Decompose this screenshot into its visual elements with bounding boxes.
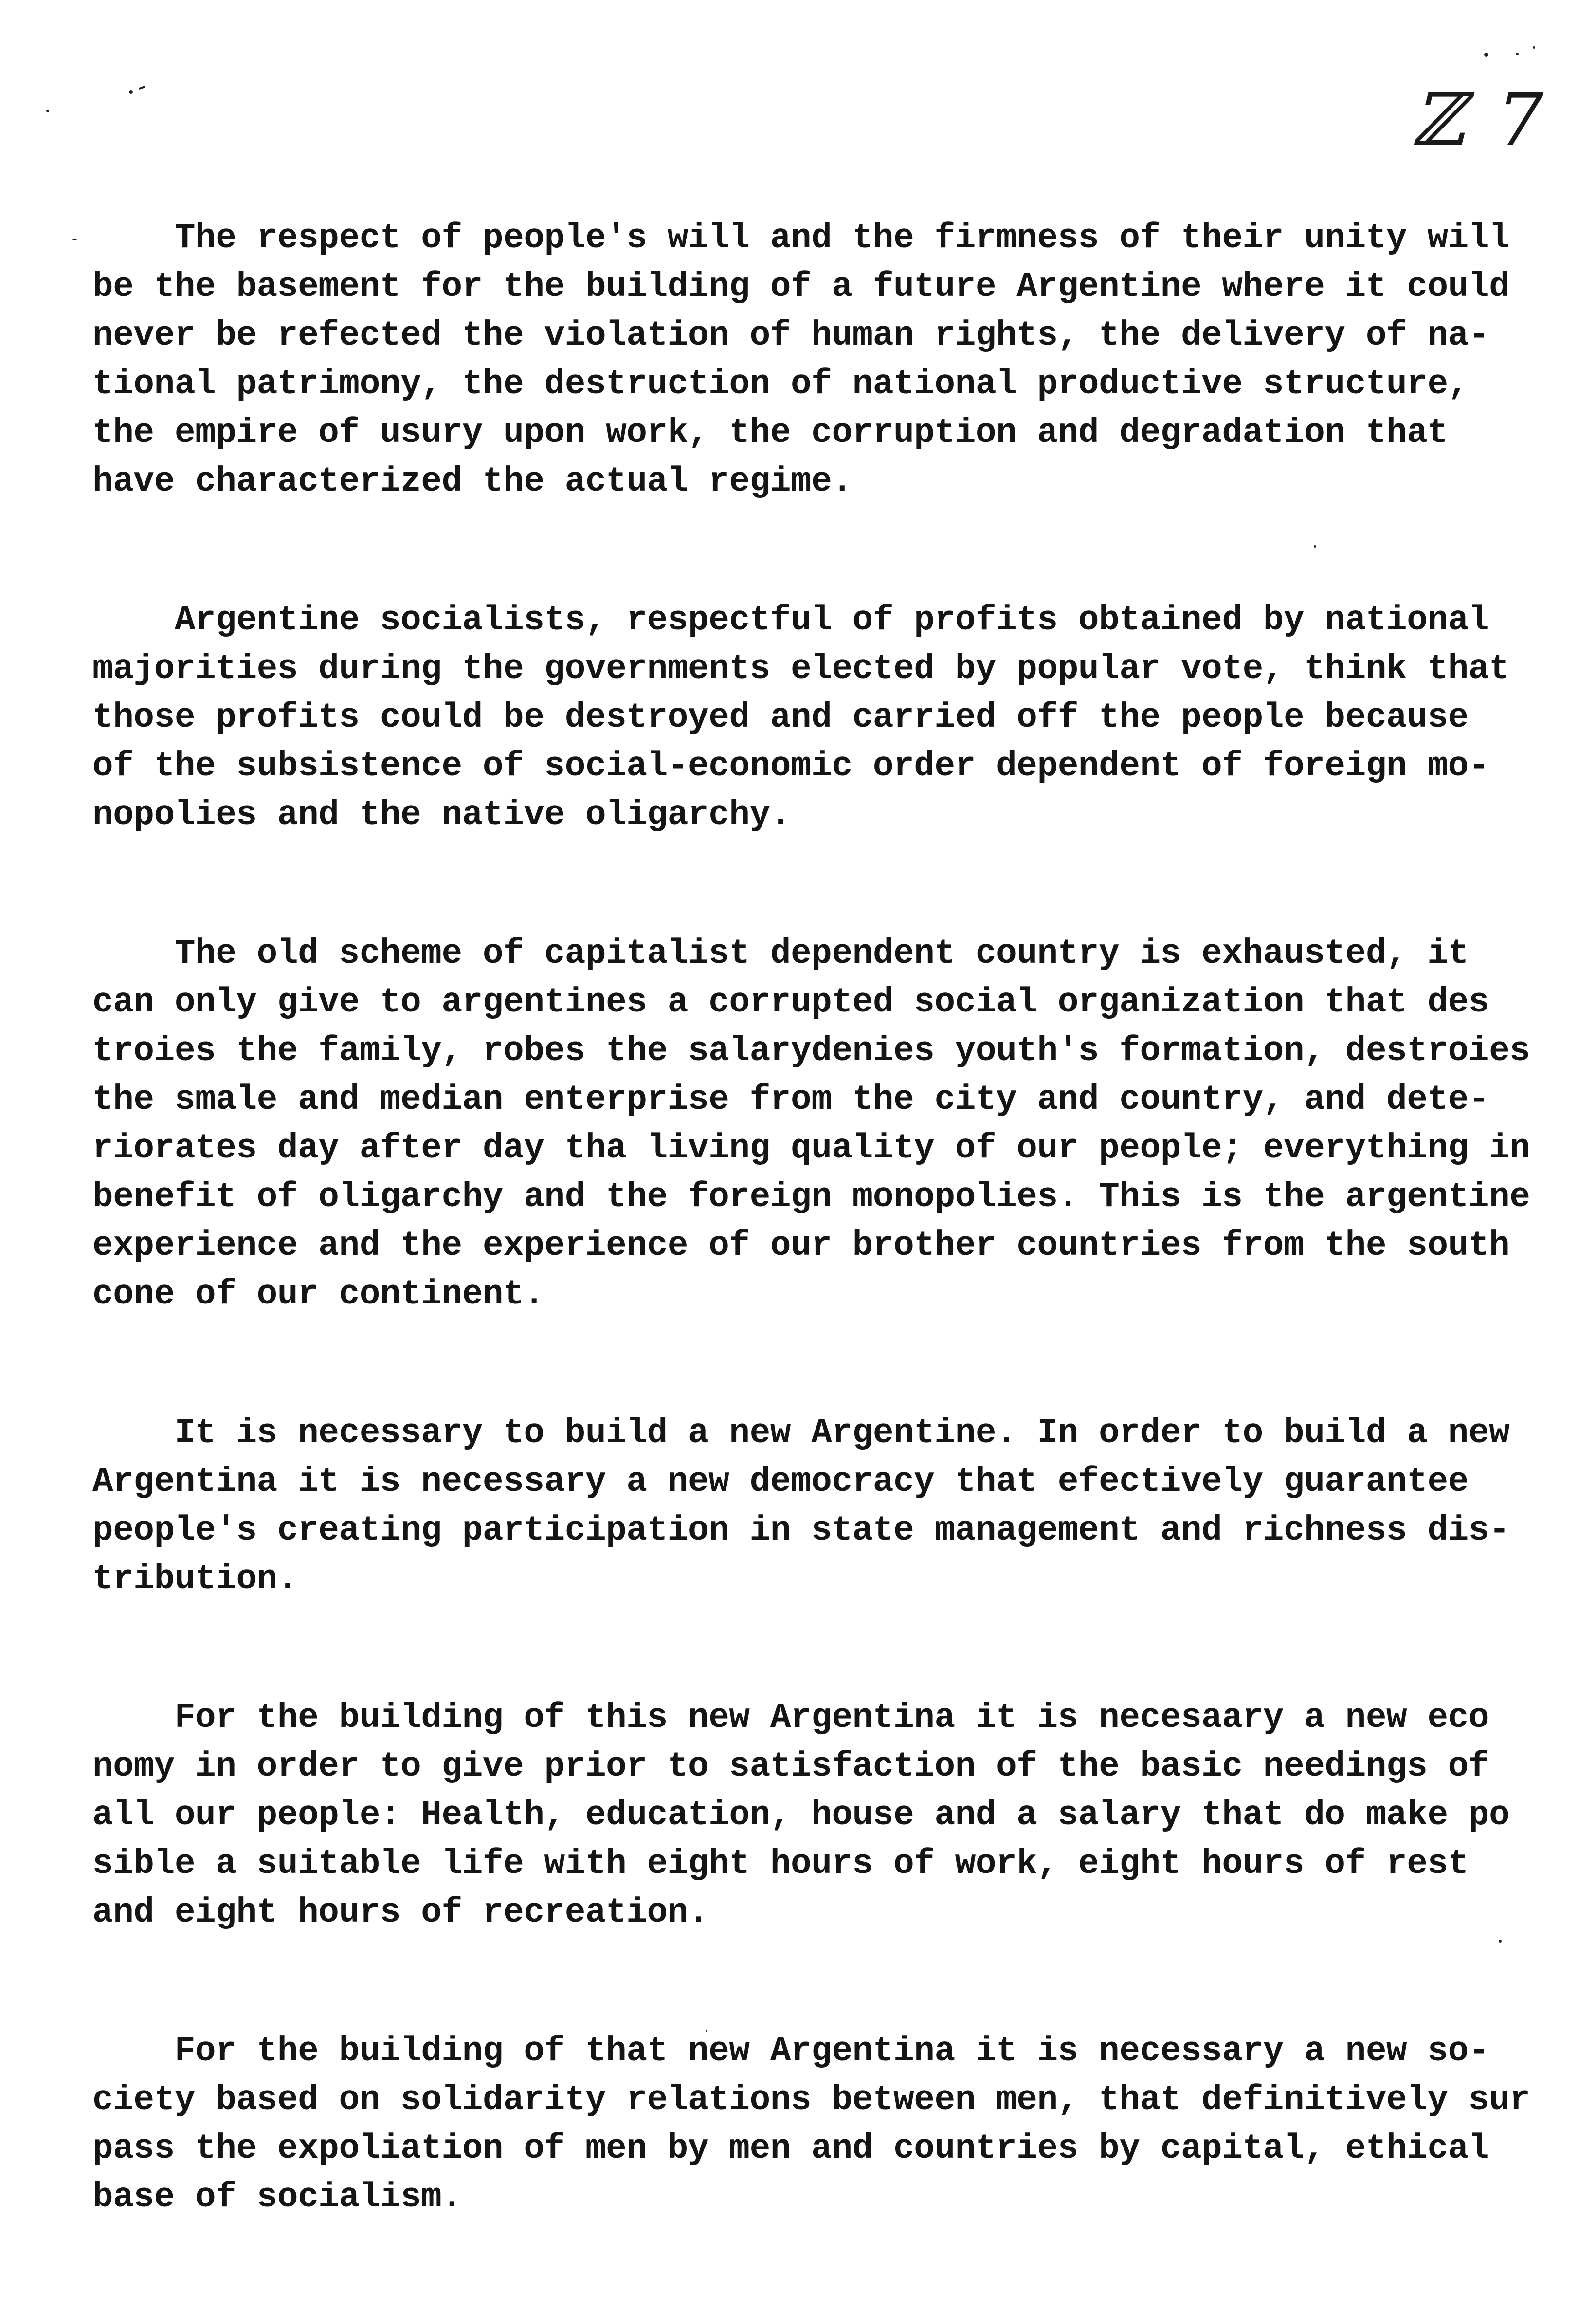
scan-speck	[72, 239, 77, 240]
scan-speck	[46, 110, 49, 112]
paragraph-3: The old scheme of capitalist dependent country is exhausted, it can only give to argentines a corrupted social organization that des troies the family, robes the salarydenies youth's formation, destroies the smale and median enterprise from the city and country, and dete- riorates day after day tha living quality of our people; everything in benefit of oligarchy and the foreign monopolies. This is the argentine experience and the experience of our brother countries from the south cone of our continent.	[92, 935, 1530, 1314]
paragraph-5: For the building of this new Argentina it is necesaary a new eco nomy in order to give prior to satisfaction of the basic needings of all our people: Health, education, house and a salary that do make po sible a suitable life with eight hours of work, eight hours of rest and eight hours of recreation.	[92, 1699, 1510, 1932]
letter-body	[92, 214, 1533, 2312]
paragraph-2: Argentine socialists, respectful of profits obtained by national majorities during the governments elected by popular vote, think that those profits could be destroyed and carried off the people because of the subsistence of social-economic order dependent of foreign mo- nopolies and the native oligarchy.	[92, 601, 1510, 835]
scan-speck	[129, 90, 133, 94]
page-number-mark: ℤ 7	[1411, 78, 1549, 163]
paragraph-4: It is necessary to build a new Argentine. In order to build a new Argentina it is necessary a new democracy that efectively guarantee people's creating participation in state management and richness dis- tribution.	[92, 1414, 1510, 1599]
scan-speck	[139, 86, 146, 90]
paragraph-1: The respect of people's will and the firmness of their unity will be the basement for the building of a future Argentine where it could never be refected the violation of human rights, the delivery of na- tional patrimony, the destruction of national productive structure, the empire of usury upon work, the corruption and degradation that have characterized the actual regime.	[92, 219, 1510, 501]
scan-speck	[1516, 53, 1519, 55]
scan-speck	[1533, 46, 1535, 49]
paragraph-6: For the building of that new Argentina it is necessary a new so- ciety based on solidarity relations between men, that definitively sur pass the expoliation of men by men and countries by capital, ethical base of socialism.	[92, 2032, 1530, 2217]
scan-speck	[1484, 53, 1488, 57]
